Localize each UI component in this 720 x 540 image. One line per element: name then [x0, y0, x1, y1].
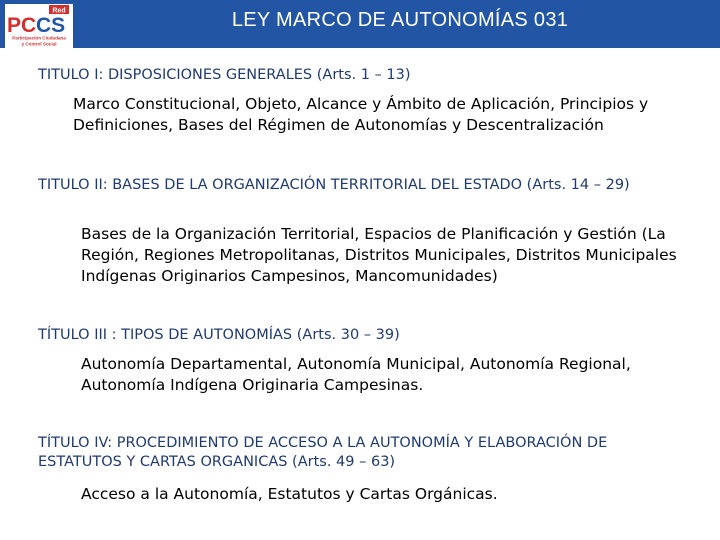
logo-tagline-2: y Control Social: [21, 41, 57, 47]
section-description-2: Bases de la Organización Territorial, Espacios de Planificación y Gestión (La Región, Regiones Metropolitanas, Distritos Municipales, Distritos Municipales Indígenas Originarios Campesinos, Mancomunidades): [81, 225, 677, 285]
page-title: LEY MARCO DE AUTONOMÍAS 031: [231, 9, 569, 31]
pccs-logo: [5, 4, 73, 48]
section-description-4: Acceso a la Autonomía, Estatutos y Cartas Orgánicas.: [81, 485, 498, 503]
logo-initials-right: CS: [36, 14, 66, 37]
section-description-1: Marco Constitucional, Objeto, Alcance y Ámbito de Aplicación, Principios y Definiciones, Bases del Régimen de Autonomías y Descentralización: [73, 95, 649, 134]
section-title-4: TÍTULO IV: PROCEDIMIENTO DE ACCESO A LA AUTONOMÍA Y ELABORACIÓN DE ESTATUTOS Y CARTAS ORGANICAS (Arts. 49 – 63): [38, 435, 608, 470]
title-bar: [0, 0, 720, 48]
section-description-3: Autonomía Departamental, Autonomía Municipal, Autonomía Regional, Autonomía Indígena Originaria Campesinas.: [81, 355, 631, 394]
section-title-2: TITULO II: BASES DE LA ORGANIZACIÓN TERRITORIAL DEL ESTADO (Arts. 14 – 29): [38, 177, 630, 193]
logo-tagline-1: Participación Ciudadana: [12, 35, 66, 41]
logo-badge-text: Red: [52, 7, 66, 15]
section-title-1: TITULO I: DISPOSICIONES GENERALES (Arts. 1 – 13): [38, 67, 411, 83]
logo-initials-left: PC: [7, 14, 37, 37]
section-title-3: TÍTULO III : TIPOS DE AUTONOMÍAS (Arts. 30 – 39): [38, 327, 400, 343]
